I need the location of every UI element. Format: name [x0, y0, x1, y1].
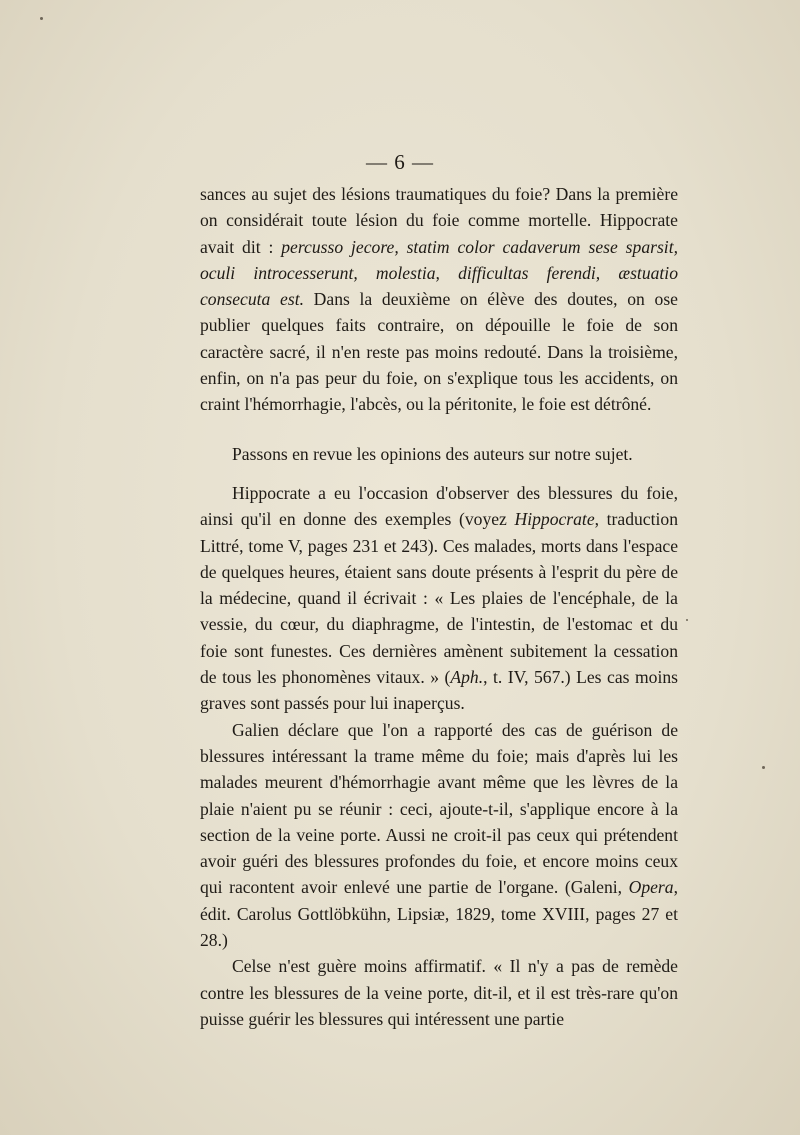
text-run: , traduction Littré, tome V, pages 231 et 243). Ces malades, morts dans l'espace de quelques heures, étaient sans doute présents à l'esprit du père de la médecine, quand il écrivait : « Les plaies de l'encéphale, de la vessie, du cœur, du diaphragme, de l'intestin, de l'estomac et du foie sont funestes. Ces dernières amènent subitement la cessation de tous les phonomènes vitaux. » ( — [200, 509, 678, 688]
paragraph-5 — [200, 953, 678, 1032]
text-run: , t. IV, 567.) Les cas moins graves sont passés pour lui inaperçus. — [200, 667, 678, 714]
italic-run: Hippocrate — [514, 509, 595, 530]
paper-speck — [762, 766, 765, 769]
page-number: — 6 — — [366, 150, 434, 174]
paragraph-3 — [200, 480, 678, 717]
italic-run: Aph. — [450, 667, 484, 688]
italic-run: percusso jecore, statim color cadaverum sese sparsit, oculi introcesserunt, molestia, difficultas ferendi, æstuatio consecuta est. — [200, 236, 678, 310]
paragraph-1 — [200, 181, 678, 418]
text-run: Dans la deuxième on élève des doutes, on ose publier quelques faits contraire, on dépouille le foie de son caractère sacré, il n'en reste pas moins redouté. Dans la troisième, enfin, on n'a pas peur du foie, on s'explique tous les accidents, on craint l'hémorrhagie, l'abcès, ou la péritonite, le foie est détrôné. — [200, 289, 678, 415]
paper-speck — [686, 619, 688, 621]
text-run: Passons en revue les opinions des auteurs sur notre sujet. — [232, 443, 633, 464]
paper-speck — [40, 17, 43, 20]
italic-run: Opera — [628, 877, 674, 898]
text-run: sances au sujet des lésions traumatiques du foie? Dans la première on considérait toute lésion du foie comme mortelle. Hippocrate avait dit : — [200, 184, 678, 257]
text-run: Celse n'est guère moins affirmatif. « Il n'y a pas de remède contre les blessures de la veine porte, dit-il, et il est très-rare qu'on puisse guérir les blessures qui intéressent une partie — [200, 956, 678, 1029]
text-run: Galien déclare que l'on a rapporté des cas de guérison de blessures intéressant la trame même du foie; mais d'après lui les malades meurent d'hémorrhagie avant même que les lèvres de la plaie n'aient pu se réunir : ceci, ajoute-t-il, s'applique encore à la section de la veine porte. Aussi ne croit-il pas ceux qui prétendent avoir guéri des blessures profondes du foie, et encore moins ceux qui racontent avoir enlevé une partie de l'organe. (Galeni, — [200, 719, 678, 898]
text-run: Hippocrate a eu l'occasion d'observer des blessures du foie, ainsi qu'il en donne des exemples (voyez — [200, 482, 678, 530]
body-text — [200, 181, 678, 1032]
paragraph-4 — [200, 717, 678, 954]
text-run: , édit. Carolus Gottlöbkühn, Lipsiæ, 1829, tome XVIII, pages 27 et 28.) — [200, 877, 678, 951]
paragraph-2 — [200, 441, 678, 467]
